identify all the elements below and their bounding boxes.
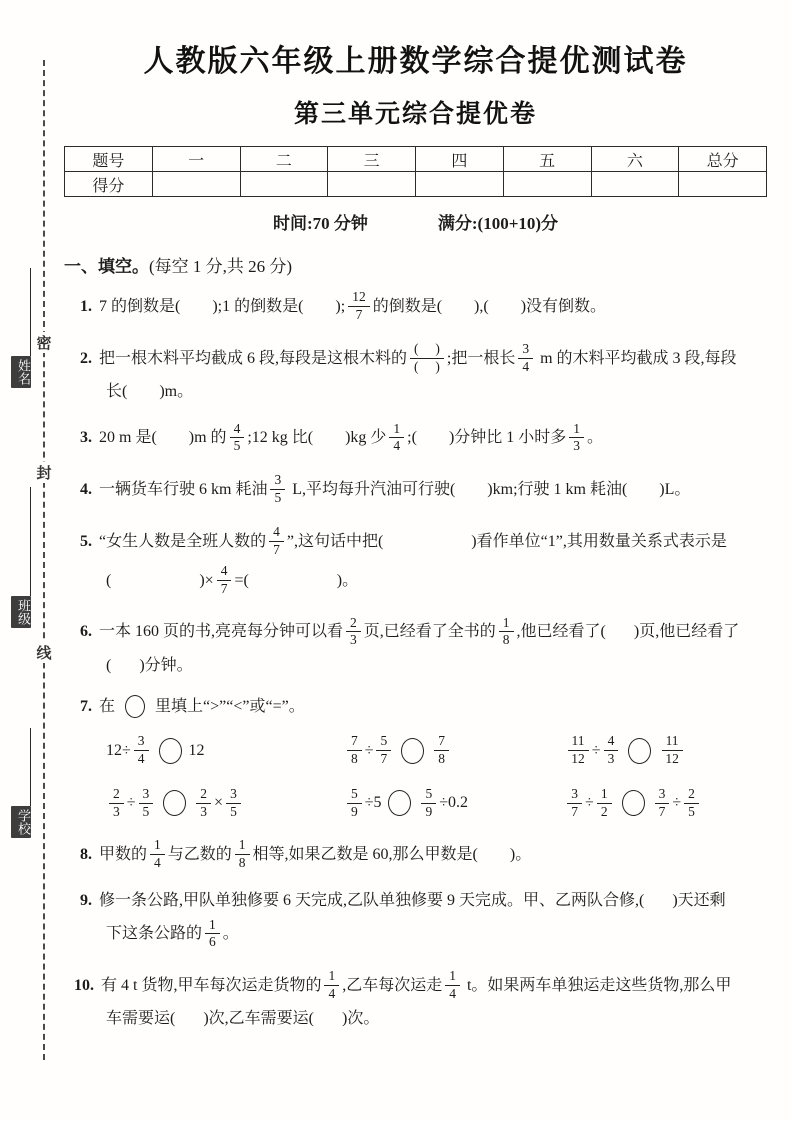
fraction bbox=[347, 786, 362, 821]
fraction bbox=[226, 786, 241, 821]
comparison-circle bbox=[159, 738, 182, 764]
fraction-denominator: 8 bbox=[502, 632, 510, 648]
fraction-numerator: 1 bbox=[389, 421, 404, 439]
question-text: 12÷ bbox=[106, 741, 131, 759]
margin-write-line bbox=[30, 268, 31, 356]
fraction-denominator: 12 bbox=[665, 751, 679, 767]
question-text: 把一根木料平均截成 6 段,每段是这根木料的 bbox=[99, 349, 408, 367]
fraction bbox=[518, 341, 533, 376]
score-table-header-cell: 六 bbox=[591, 147, 679, 172]
question-text: ÷ bbox=[585, 794, 594, 812]
time-limit: 时间:70 分钟 bbox=[272, 214, 368, 233]
question-line bbox=[106, 651, 767, 679]
fraction-numerator: 11 bbox=[662, 733, 683, 751]
question-text: 。 bbox=[587, 429, 604, 447]
fraction-denominator: 7 bbox=[380, 751, 388, 767]
question-text: ( )分钟。 bbox=[106, 656, 193, 674]
fraction-numerator: 5 bbox=[347, 786, 362, 804]
fraction bbox=[569, 421, 584, 456]
comparison-circle bbox=[622, 790, 645, 816]
question-line bbox=[80, 522, 767, 561]
score-table-score-row bbox=[65, 172, 767, 197]
question bbox=[80, 419, 767, 458]
question bbox=[80, 522, 767, 600]
fraction-numerator: 7 bbox=[347, 733, 362, 751]
seal-char: 封 bbox=[34, 462, 54, 483]
question-text: 一辆货车行驶 6 km 耗油 bbox=[99, 481, 268, 499]
fraction bbox=[661, 733, 683, 768]
comparison-circle bbox=[125, 695, 145, 718]
fraction-numerator: ( ) bbox=[410, 341, 444, 359]
fraction bbox=[205, 917, 220, 952]
fraction bbox=[346, 615, 361, 650]
fraction-numerator: 5 bbox=[376, 733, 391, 751]
question-number: 3. bbox=[80, 429, 92, 447]
question-number: 2. bbox=[80, 349, 92, 367]
fraction bbox=[499, 615, 514, 650]
question-text: ;12 kg 比( )kg 少 bbox=[247, 429, 387, 447]
fraction-numerator: 4 bbox=[217, 563, 232, 581]
fraction-numerator: 12 bbox=[348, 289, 370, 307]
fraction-numerator: 3 bbox=[567, 786, 582, 804]
fraction bbox=[217, 563, 232, 598]
question-text: ,他已经看了( )页,他已经看了 bbox=[516, 623, 740, 641]
fraction bbox=[434, 733, 449, 768]
question-text: × bbox=[214, 794, 224, 812]
score-cell bbox=[591, 172, 679, 197]
fraction-numerator: 3 bbox=[518, 341, 533, 359]
fraction-denominator: 5 bbox=[274, 490, 282, 506]
fraction bbox=[347, 733, 362, 768]
score-table-header-row bbox=[65, 147, 767, 172]
fraction-numerator: 1 bbox=[235, 837, 250, 855]
fraction bbox=[139, 786, 154, 821]
comparison-circle bbox=[401, 738, 424, 764]
question-number: 6. bbox=[80, 623, 92, 641]
question-text: 12 bbox=[188, 741, 205, 759]
score-table bbox=[64, 146, 767, 197]
fraction-numerator: 1 bbox=[150, 837, 165, 855]
fraction-numerator: 4 bbox=[604, 733, 619, 751]
score-table-body bbox=[65, 147, 767, 197]
score-cell bbox=[416, 172, 504, 197]
fraction-denominator: 4 bbox=[449, 986, 456, 1002]
fraction-denominator: 3 bbox=[350, 632, 357, 648]
fraction bbox=[567, 733, 589, 768]
fraction-numerator: 1 bbox=[499, 615, 514, 633]
question-line bbox=[80, 339, 767, 378]
seal-char: 密 bbox=[34, 332, 54, 353]
question-text: ÷0.2 bbox=[439, 794, 469, 812]
fraction-denominator: 4 bbox=[154, 854, 161, 870]
question-text: “女生人数是全班人数的 bbox=[99, 532, 267, 550]
fraction-numerator: 4 bbox=[269, 524, 284, 542]
question bbox=[80, 287, 767, 326]
question bbox=[80, 470, 767, 509]
fraction bbox=[389, 421, 404, 456]
paper-body bbox=[64, 0, 767, 1046]
question-text: ÷5 bbox=[364, 794, 382, 812]
fraction-denominator: 3 bbox=[573, 438, 581, 454]
question-text: 甲数的 bbox=[99, 845, 148, 863]
comparison-item bbox=[564, 785, 767, 822]
comparison-item bbox=[106, 785, 344, 822]
margin-write-line bbox=[30, 728, 31, 806]
fraction-numerator: 3 bbox=[139, 786, 154, 804]
question bbox=[80, 339, 767, 406]
comparison-item bbox=[106, 732, 344, 769]
full-score: 满分:(100+10)分 bbox=[437, 214, 559, 233]
fraction-numerator: 2 bbox=[109, 786, 124, 804]
fraction bbox=[196, 786, 211, 821]
question-text: 下这条公路的 bbox=[106, 925, 203, 943]
fraction-numerator: 3 bbox=[655, 786, 670, 804]
question-number: 10. bbox=[74, 977, 94, 995]
fraction-numerator: 1 bbox=[205, 917, 220, 935]
question-text: 长( )m。 bbox=[106, 382, 194, 400]
score-table-header-cell: 二 bbox=[240, 147, 328, 172]
fraction-denominator: 5 bbox=[230, 803, 237, 819]
question-number: 8. bbox=[80, 845, 92, 863]
question-text: 。 bbox=[222, 925, 239, 943]
question-line bbox=[106, 561, 767, 600]
fraction-numerator: 2 bbox=[684, 786, 699, 804]
fraction-numerator: 1 bbox=[597, 786, 612, 804]
fraction-denominator: 12 bbox=[571, 751, 585, 767]
comparison-circle bbox=[388, 790, 411, 816]
fraction-numerator: 2 bbox=[196, 786, 211, 804]
score-table-header-cell: 一 bbox=[152, 147, 240, 172]
score-cell bbox=[328, 172, 416, 197]
fraction-numerator: 2 bbox=[346, 615, 361, 633]
fraction-denominator: 3 bbox=[607, 751, 615, 767]
question-text: ÷ bbox=[364, 741, 374, 759]
fraction-denominator: 4 bbox=[393, 438, 401, 454]
question-line bbox=[80, 835, 767, 874]
question-number: 1. bbox=[80, 297, 92, 315]
fraction bbox=[230, 421, 245, 456]
fraction bbox=[655, 786, 670, 821]
fraction bbox=[324, 968, 339, 1003]
fraction bbox=[134, 733, 149, 768]
paper-subtitle: 第三单元综合提优卷 bbox=[293, 100, 537, 128]
question-text: 的倒数是( ),( )没有倒数。 bbox=[372, 297, 607, 315]
question-text: 里填上“>”“<”或“=”。 bbox=[151, 697, 305, 715]
question-number: 4. bbox=[80, 481, 92, 499]
question-text: ( )× bbox=[106, 571, 214, 589]
question-text: t。如果两车单独运走这些货物,那么甲 bbox=[462, 977, 732, 995]
fraction bbox=[567, 786, 582, 821]
question-text: 车需要运( )次,乙车需要运( )次。 bbox=[106, 1010, 380, 1028]
question-number: 5. bbox=[80, 532, 92, 550]
question-text: 修一条公路,甲队单独修要 6 天完成,乙队单独修要 9 天完成。甲、乙两队合修,( )天还剩 bbox=[99, 891, 726, 909]
fraction bbox=[684, 786, 699, 821]
question-line bbox=[80, 692, 767, 720]
meta-row bbox=[64, 209, 767, 234]
fraction-denominator: 5 bbox=[688, 803, 695, 819]
score-table-header-cell: 总分 bbox=[679, 147, 767, 172]
fraction-denominator: 7 bbox=[273, 541, 280, 557]
section-title: 一、填空。 bbox=[64, 257, 149, 276]
question bbox=[80, 835, 767, 874]
question-text: ;( )分钟比 1 小时多 bbox=[407, 429, 567, 447]
fraction-numerator: 3 bbox=[226, 786, 241, 804]
fraction-numerator: 1 bbox=[569, 421, 584, 439]
question-text: L,平均每升汽油可行驶( )km;行驶 1 km 耗油( )L。 bbox=[288, 481, 691, 499]
fraction bbox=[597, 786, 612, 821]
comparison-grid bbox=[106, 732, 767, 822]
section-note: (每空 1 分,共 26 分) bbox=[149, 257, 293, 276]
question-number: 9. bbox=[80, 891, 92, 909]
fraction-denominator: 4 bbox=[328, 986, 336, 1002]
fraction bbox=[235, 837, 250, 872]
comparison-item bbox=[564, 732, 767, 769]
question-line bbox=[106, 378, 767, 406]
question-number: 7. bbox=[80, 697, 92, 715]
fraction bbox=[150, 837, 165, 872]
fraction bbox=[410, 341, 444, 376]
fraction-denominator: 7 bbox=[658, 803, 666, 819]
fraction-numerator: 11 bbox=[568, 733, 589, 751]
fraction-denominator: 7 bbox=[571, 803, 579, 819]
question-text: 7 的倒数是( );1 的倒数是( ); bbox=[99, 297, 346, 315]
fraction bbox=[348, 289, 370, 324]
fraction-denominator: 3 bbox=[200, 803, 208, 819]
fraction-denominator: 4 bbox=[522, 358, 530, 374]
comparison-circle bbox=[163, 790, 186, 816]
fraction bbox=[270, 472, 285, 507]
margin-field-label: 学校 bbox=[11, 806, 31, 838]
fraction bbox=[421, 786, 436, 821]
comparison-circle bbox=[628, 738, 651, 764]
question-text: m 的木料平均截成 3 段,每段 bbox=[536, 349, 737, 367]
question-text: 在 bbox=[99, 697, 120, 715]
fraction-denominator: 3 bbox=[113, 803, 120, 819]
question-text: ;把一根长 bbox=[446, 349, 516, 367]
score-cell bbox=[240, 172, 328, 197]
seal-char: 线 bbox=[34, 642, 54, 663]
question-text: 与乙数的 bbox=[167, 845, 232, 863]
question bbox=[80, 887, 767, 954]
question-line bbox=[80, 419, 767, 458]
fraction-numerator: 4 bbox=[230, 421, 245, 439]
question-text: ÷ bbox=[126, 794, 136, 812]
fraction-numerator: 3 bbox=[134, 733, 149, 751]
fraction-numerator: 7 bbox=[434, 733, 449, 751]
fraction-denominator: 6 bbox=[209, 934, 216, 950]
question-text: 相等,如果乙数是 60,那么甲数是( )。 bbox=[252, 845, 532, 863]
margin-field-label: 姓名 bbox=[11, 356, 31, 388]
fraction-denominator: 4 bbox=[137, 751, 145, 767]
fraction-denominator: 9 bbox=[425, 803, 433, 819]
comparison-item bbox=[344, 732, 564, 769]
fraction bbox=[376, 733, 391, 768]
question-text: ÷ bbox=[672, 794, 682, 812]
fraction-denominator: 2 bbox=[600, 803, 608, 819]
question-line bbox=[106, 915, 767, 954]
fraction bbox=[269, 524, 284, 559]
question-text: 20 m 是( )m 的 bbox=[99, 429, 227, 447]
fraction bbox=[604, 733, 619, 768]
question-text: 有 4 t 货物,甲车每次运走货物的 bbox=[101, 977, 322, 995]
section-heading bbox=[64, 252, 767, 277]
score-table-header-cell: 五 bbox=[503, 147, 591, 172]
score-table-header-cell: 三 bbox=[328, 147, 416, 172]
question-text: ÷ bbox=[591, 741, 601, 759]
fraction-denominator: 8 bbox=[350, 751, 358, 767]
fraction bbox=[109, 786, 124, 821]
question-text: =( )。 bbox=[234, 571, 359, 589]
question bbox=[74, 966, 767, 1033]
fraction-denominator: 8 bbox=[238, 854, 246, 870]
fraction-numerator: 1 bbox=[445, 968, 460, 986]
fraction bbox=[445, 968, 460, 1003]
fraction-numerator: 3 bbox=[270, 472, 285, 490]
score-cell bbox=[152, 172, 240, 197]
fraction-numerator: 5 bbox=[421, 786, 436, 804]
score-row-label: 得分 bbox=[65, 172, 153, 197]
question-line bbox=[80, 287, 767, 326]
margin-write-line bbox=[30, 487, 31, 596]
score-cell bbox=[679, 172, 767, 197]
margin-field-label: 班级 bbox=[11, 596, 31, 628]
score-table-header-cell: 四 bbox=[416, 147, 504, 172]
fraction-denominator: ( ) bbox=[414, 358, 440, 374]
question-text: ”,这句话中把( )看作单位“1”,其用数量关系式表示是 bbox=[286, 532, 727, 550]
question-line bbox=[80, 470, 767, 509]
question-line bbox=[80, 887, 767, 915]
comparison-item bbox=[344, 785, 564, 822]
question-text: ,乙车每次运走 bbox=[342, 977, 443, 995]
question-line bbox=[106, 1005, 767, 1033]
question bbox=[80, 613, 767, 680]
question bbox=[80, 692, 767, 822]
score-cell bbox=[503, 172, 591, 197]
score-table-header-cell: 题号 bbox=[65, 147, 153, 172]
question-text: 一本 160 页的书,亮亮每分钟可以看 bbox=[99, 623, 344, 641]
seal-margin bbox=[0, 0, 58, 1121]
fraction-denominator: 8 bbox=[438, 751, 445, 767]
fraction-denominator: 7 bbox=[355, 306, 363, 322]
fraction-denominator: 5 bbox=[233, 438, 241, 454]
fraction-denominator: 5 bbox=[142, 803, 150, 819]
question-text: 页,已经看了全书的 bbox=[363, 623, 496, 641]
fraction-numerator: 1 bbox=[324, 968, 339, 986]
seal-dashed-line bbox=[43, 60, 45, 1060]
questions bbox=[64, 287, 767, 1033]
fraction-denominator: 9 bbox=[350, 803, 358, 819]
fraction-denominator: 7 bbox=[220, 580, 228, 596]
question-line bbox=[80, 613, 767, 652]
question-line bbox=[74, 966, 767, 1005]
paper-title: 人教版六年级上册数学综合提优测试卷 bbox=[143, 45, 688, 78]
